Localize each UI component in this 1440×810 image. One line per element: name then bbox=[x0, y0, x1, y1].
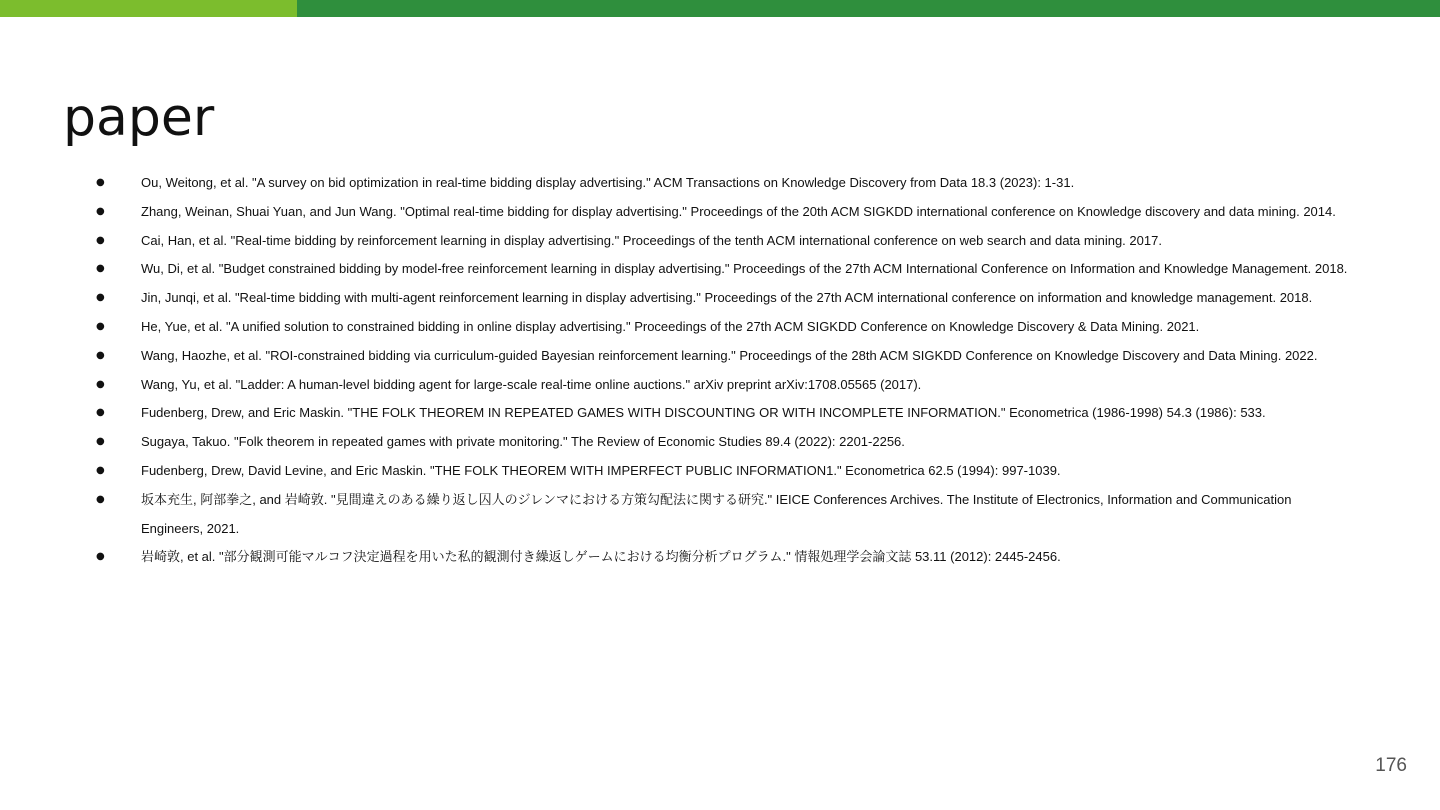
reference-text: Cai, Han, et al. "Real-time bidding by reinforcement learning in display advertising." Proceedings of the tenth ACM international conference on web search and data mining. 2017. bbox=[141, 232, 1162, 248]
bullet-icon: ● bbox=[96, 234, 105, 246]
reference-text: Zhang, Weinan, Shuai Yuan, and Jun Wang. "Optimal real-time bidding for display advertising." Proceedings of the 20th ACM SIGKDD international conference on Knowledge discovery and data mining. 2014. bbox=[141, 203, 1336, 219]
reference-list bbox=[0, 169, 1440, 572]
reference-item bbox=[0, 255, 1440, 284]
reference-text: He, Yue, et al. "A unified solution to constrained bidding in online display advertising." Proceedings of the 27th ACM SIGKDD Conference on Knowledge Discovery & Data Mining. 2021. bbox=[141, 318, 1200, 334]
reference-text: Ou, Weitong, et al. "A survey on bid optimization in real-time bidding display advertising." ACM Transactions on Knowledge Discovery from Data 18.3 (2023): 1-31. bbox=[141, 175, 1075, 190]
header-bar-dark bbox=[297, 0, 1440, 17]
reference-item bbox=[0, 486, 1440, 544]
bullet-icon: ● bbox=[96, 292, 105, 304]
header-bar-light bbox=[0, 0, 297, 17]
bullet-icon: ● bbox=[96, 378, 105, 390]
bullet-icon: ● bbox=[96, 493, 105, 505]
reference-item bbox=[0, 457, 1440, 486]
bullet-icon: ● bbox=[96, 464, 105, 476]
slide-title: paper bbox=[63, 88, 215, 148]
bullet-icon: ● bbox=[96, 436, 105, 448]
bullet-icon: ● bbox=[96, 205, 105, 217]
reference-text: 坂本充生, 阿部拳之, and 岩崎敦. "見間違えのある繰り返し囚人のジレンマにおける方策勾配法に関する研究." IEICE Conferences Archives. The Institute of Electronics, Information and Communication Engineers, 2021. bbox=[141, 491, 1292, 536]
bullet-icon: ● bbox=[96, 177, 105, 188]
reference-text: Wu, Di, et al. "Budget constrained bidding by model-free reinforcement learning in display advertising." Proceedings of the 27th ACM International Conference on Information and Knowledge Management. 2018. bbox=[141, 261, 1348, 277]
reference-text: Wang, Yu, et al. "Ladder: A human-level bidding agent for large-scale real-time online auctions." arXiv preprint arXiv:1708.05565 (2017). bbox=[141, 376, 922, 392]
bullet-icon: ● bbox=[96, 320, 105, 332]
reference-text: Fudenberg, Drew, David Levine, and Eric Maskin. "THE FOLK THEOREM WITH IMPERFECT PUBLIC INFORMATION1." Econometrica 62.5 (1994): 997-1039. bbox=[141, 462, 1061, 478]
reference-item bbox=[0, 371, 1440, 400]
reference-text: Jin, Junqi, et al. "Real-time bidding with multi-agent reinforcement learning in display advertising." Proceedings of the 27th ACM international conference on information and knowledge management. 2018. bbox=[141, 290, 1313, 306]
reference-item bbox=[0, 169, 1440, 198]
reference-item bbox=[0, 342, 1440, 371]
reference-item bbox=[0, 543, 1440, 572]
reference-text: 岩崎敦, et al. "部分観測可能マルコフ決定過程を用いた私的観測付き繰返しゲームにおける均衡分析プログラム." 情報処理学会論文誌 53.11 (2012): 2445-2456. bbox=[141, 549, 1061, 565]
reference-item bbox=[0, 198, 1440, 227]
page-number: 176 bbox=[1375, 755, 1407, 776]
reference-item bbox=[0, 227, 1440, 256]
bullet-icon: ● bbox=[96, 551, 105, 563]
reference-item bbox=[0, 284, 1440, 313]
bullet-icon: ● bbox=[96, 263, 105, 275]
reference-text: Sugaya, Takuo. "Folk theorem in repeated games with private monitoring." The Review of Economic Studies 89.4 (2022): 2201-2256. bbox=[141, 434, 905, 450]
bullet-icon: ● bbox=[96, 407, 105, 419]
reference-text: Fudenberg, Drew, and Eric Maskin. "THE FOLK THEOREM IN REPEATED GAMES WITH DISCOUNTING OR WITH INCOMPLETE INFORMATION." Econometrica (1986-1998) 54.3 (1986): 533. bbox=[141, 405, 1266, 421]
reference-item bbox=[0, 313, 1440, 342]
bullet-icon: ● bbox=[96, 349, 105, 361]
reference-item bbox=[0, 399, 1440, 428]
reference-item bbox=[0, 428, 1440, 457]
reference-text: Wang, Haozhe, et al. "ROI-constrained bidding via curriculum-guided Bayesian reinforcement learning." Proceedings of the 28th ACM SIGKDD Conference on Knowledge Discovery and Data Mining. 2022. bbox=[141, 347, 1318, 363]
